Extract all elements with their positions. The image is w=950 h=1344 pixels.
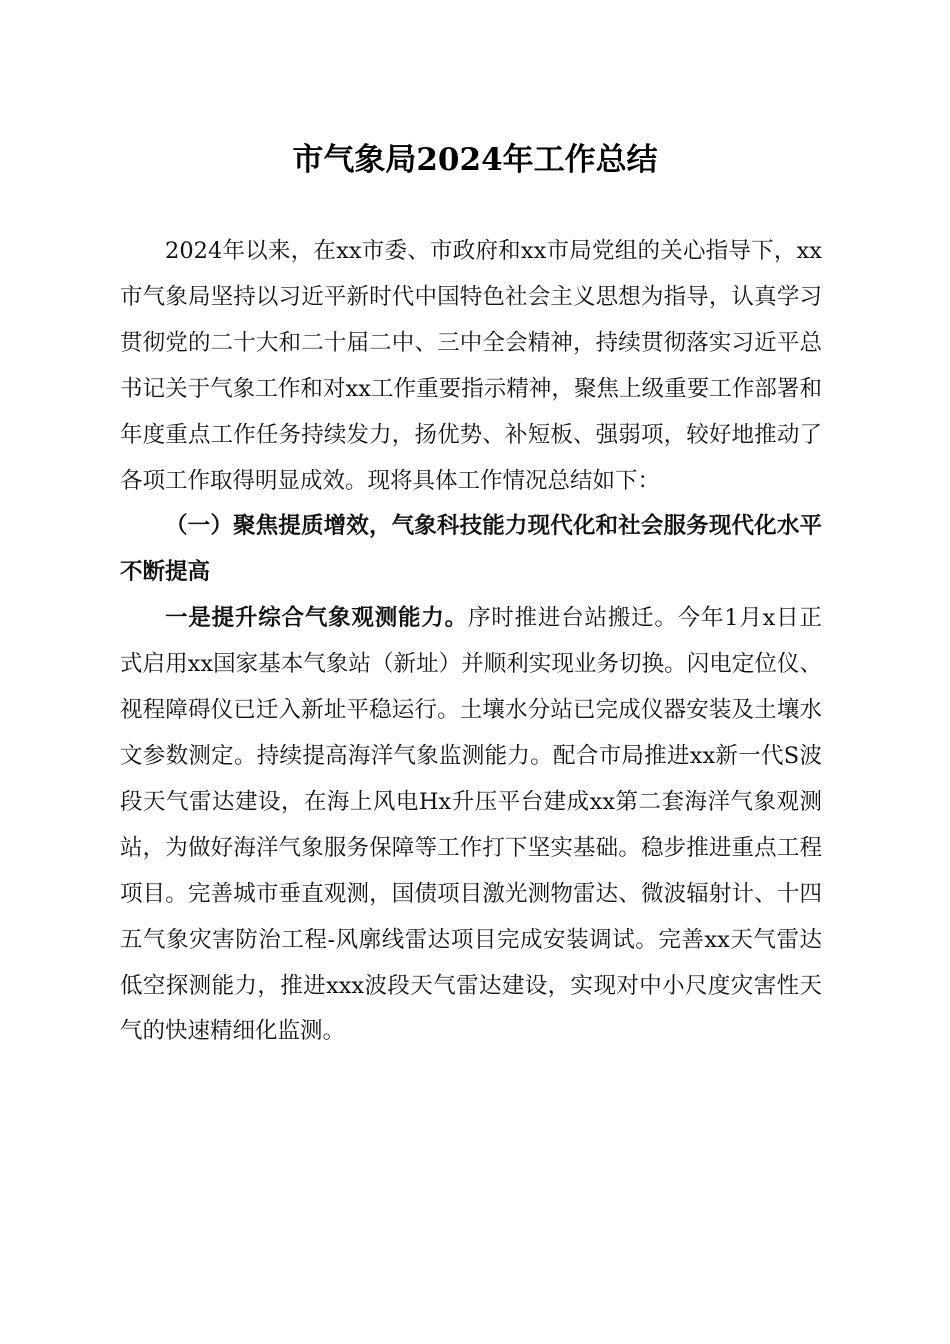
item-body: 序时推进台站搬迁。今年1月x日正式启用xx国家基本气象站（新址）并顺利实现业务切换。闪电定位仪、视程障碍仪已迁入新址平稳运行。土壤水分站已完成仪器安装及土壤水文参数测定。持续提高海洋气象监测能力。配合市局推进xx新一代S波段天气雷达建设，在海上风电Hx升压平台建成xx第二套海洋气象观测站，为做好海洋气象服务保障等工作打下坚实基础。稳步推进重点工程项目。完善城市垂直观测，国债项目激光测物雷达、微波辐射计、十四五气象灾害防治工程-风廓线雷达项目完成安装调试。完善xx天气雷达低空探测能力，推进xxx波段天气雷达建设，实现对中小尺度灾害性天气的快速精细化监测。	[120, 605, 822, 1045]
section-heading: （一）聚焦提质增效，气象科技能力现代化和社会服务现代化水平不断提高	[120, 513, 822, 586]
document-body	[120, 229, 822, 1055]
document-title: 市气象局2024年工作总结	[292, 142, 658, 178]
item-paragraph	[120, 596, 822, 1055]
intro-paragraph: 2024年以来，在xx市委、市政府和xx市局党组的关心指导下，xx市气象局坚持以习近平新时代中国特色社会主义思想为指导，认真学习贯彻党的二十大和二十届二中、三中全会精神，持续贯彻落实习近平总书记关于气象工作和对xx工作重要指示精神，聚焦上级重要工作部署和年度重点工作任务持续发力，扬优势、补短板、强弱项，较好地推动了各项工作取得明显成效。现将具体工作情况总结如下：	[120, 238, 822, 494]
item-lead: 一是提升综合气象观测能力。	[165, 605, 468, 632]
